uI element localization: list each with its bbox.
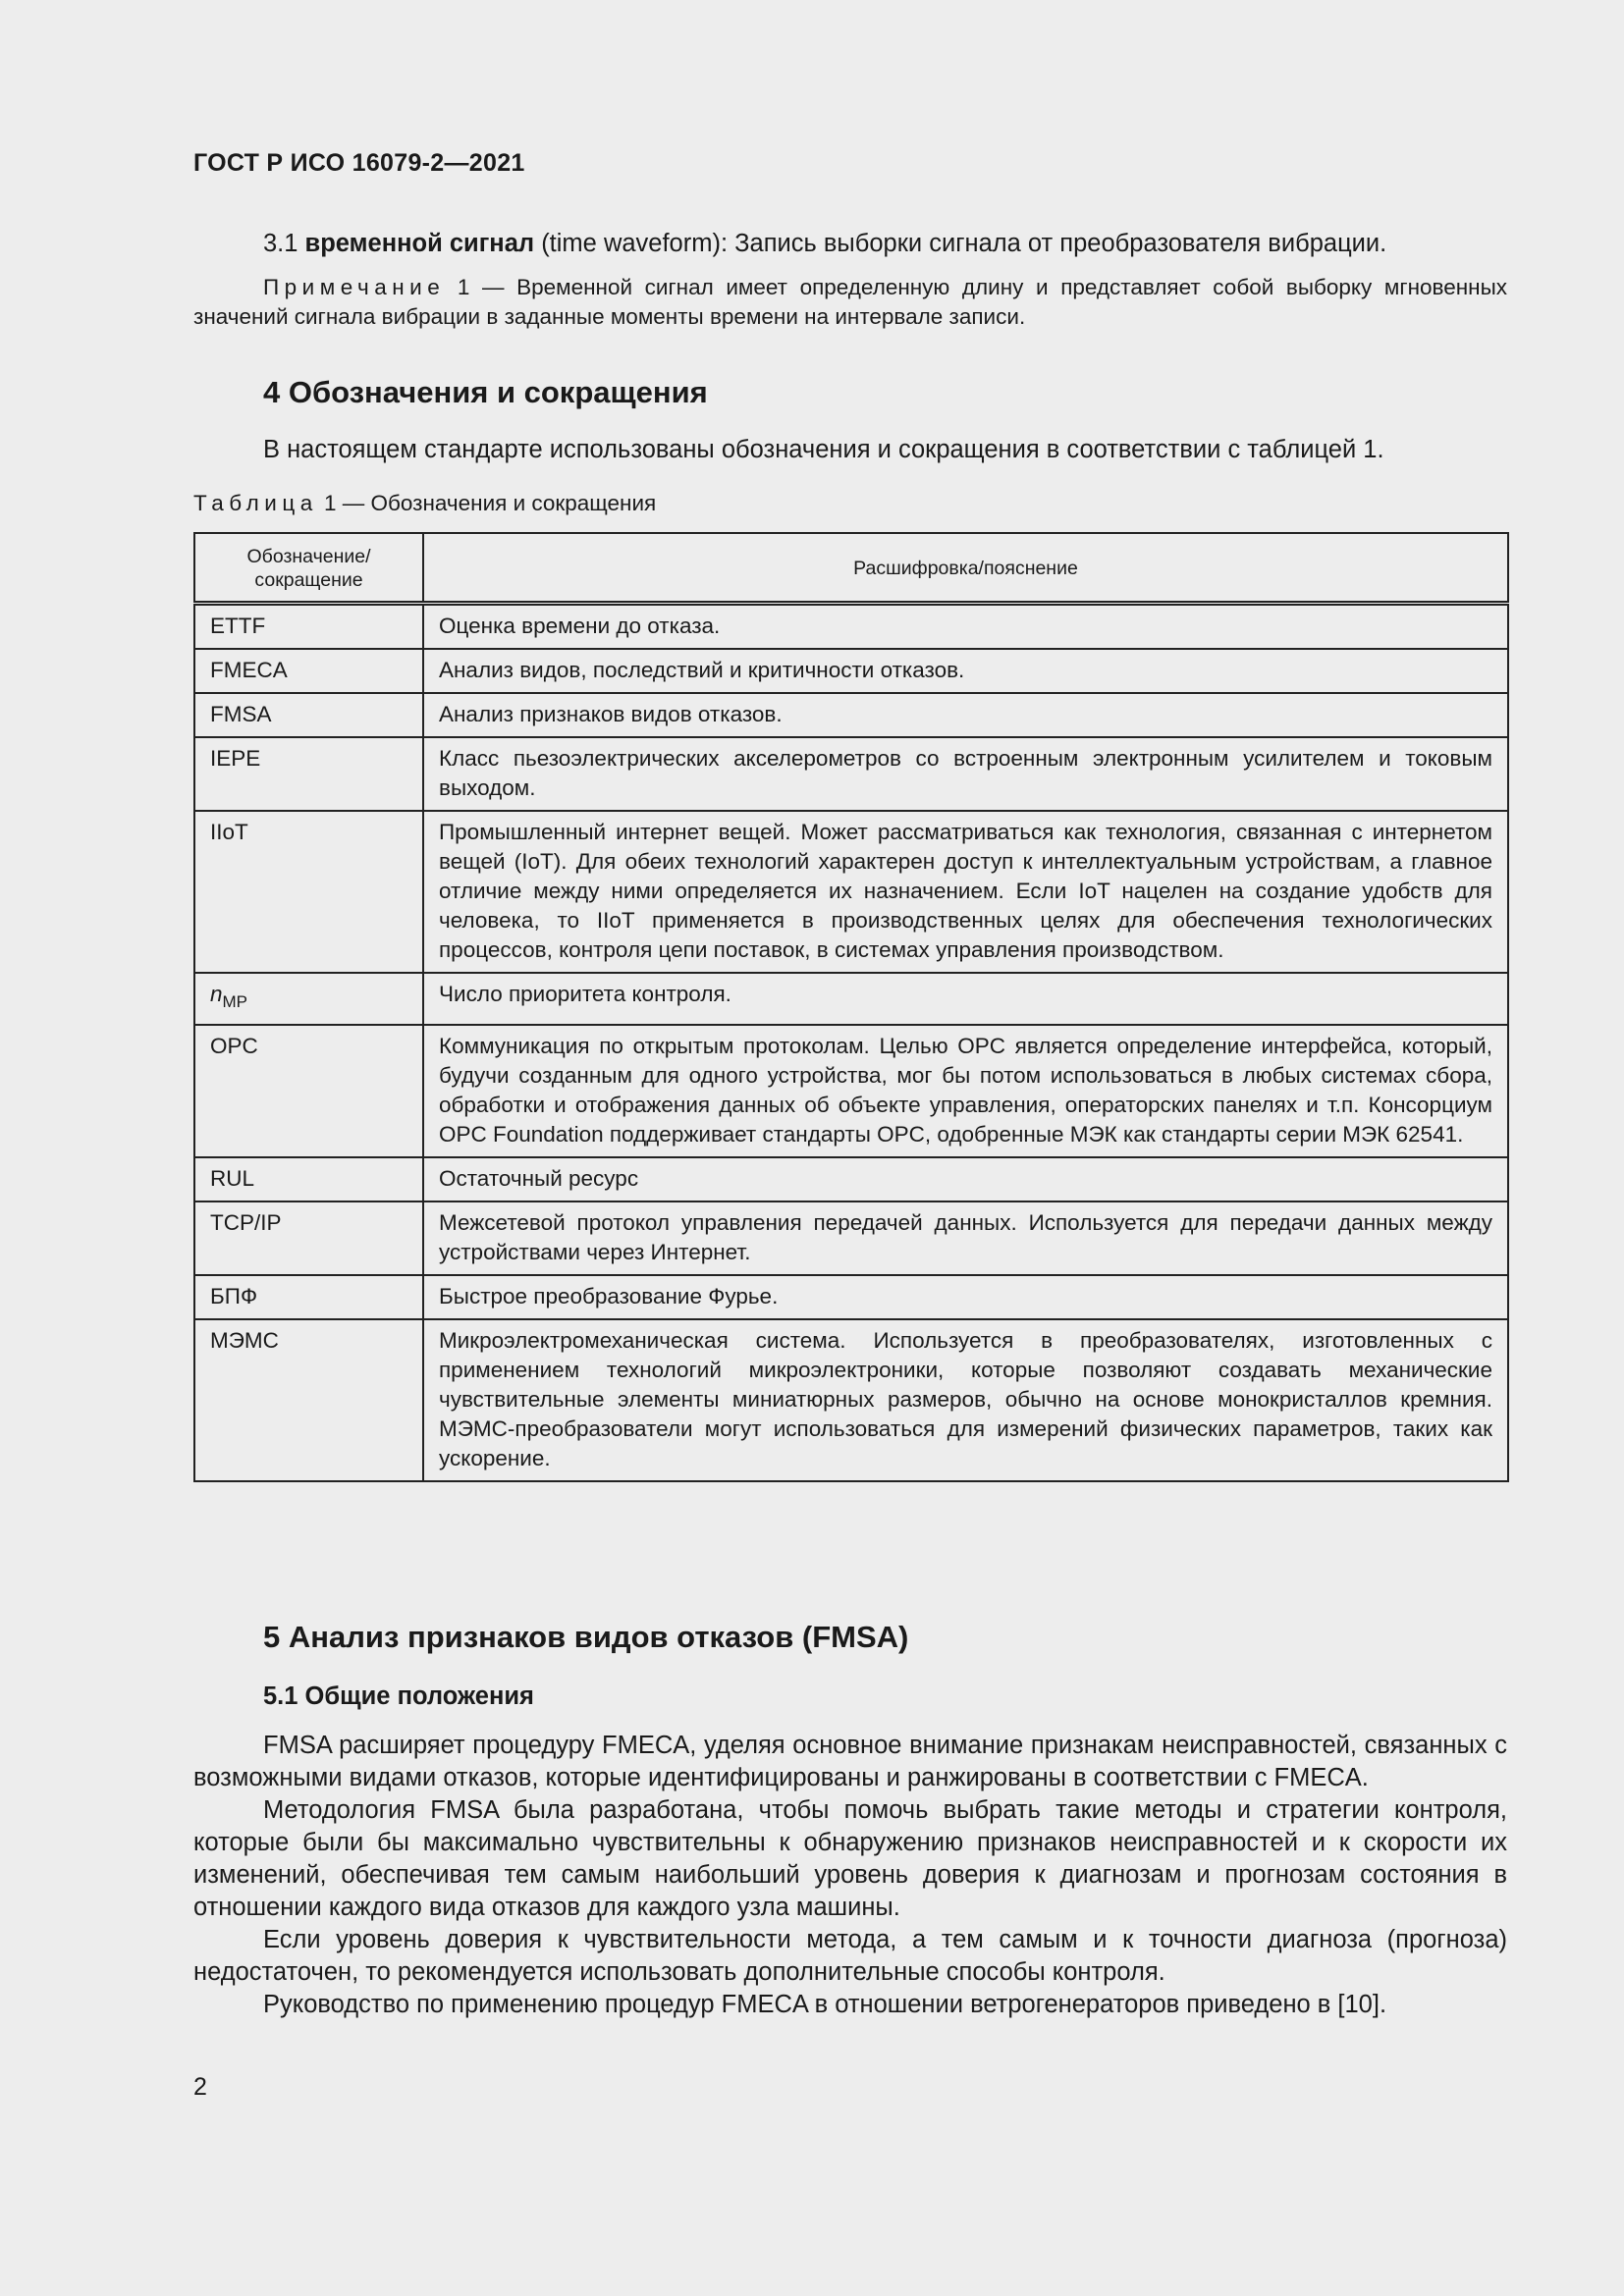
abbr-symbol: n	[210, 982, 223, 1006]
table-caption	[193, 491, 656, 516]
abbr-cell: TCP/IP	[194, 1201, 423, 1275]
abbr-cell: БПФ	[194, 1275, 423, 1319]
section-4-heading: 4 Обозначения и сокращения	[263, 375, 708, 409]
table-row	[194, 811, 1508, 973]
paragraph: FMSA расширяет процедуру FMECA, уделяя основное внимание признакам неисправностей, связанных с возможными видами отказов, которые идентифицированы и ранжированы в соответствии с FMECA.	[193, 1732, 1507, 1791]
table-row	[194, 1201, 1508, 1275]
table-row	[194, 649, 1508, 693]
abbr-cell: IEPE	[194, 737, 423, 811]
desc-cell: Коммуникация по открытым протоколам. Целью OPC является определение интерфейса, который, будучи созданным для одного устройства, мог бы потом использоваться в любых системах сбора, обработки и отображения данных об объекте управления, операторских панелях и т.п. Консорциум OPC Foundation поддерживает стандарты OPC, одобренные МЭК как стандарты серии МЭК 62541.	[423, 1025, 1508, 1157]
section-4-intro: В настоящем стандарте использованы обозначения и сокращения в соответствии с таблицей 1.	[263, 436, 1384, 463]
term-note	[193, 273, 1507, 332]
abbr-cell: FMSA	[194, 693, 423, 737]
abbr-cell: FMECA	[194, 649, 423, 693]
table-header-row	[194, 533, 1508, 604]
desc-cell: Число приоритета контроля.	[423, 973, 1508, 1025]
abbr-cell	[194, 973, 423, 1025]
section-5-heading: 5 Анализ признаков видов отказов (FMSA)	[263, 1620, 909, 1654]
abbr-cell: RUL	[194, 1157, 423, 1201]
document-id: ГОСТ Р ИСО 16079-2—2021	[193, 149, 525, 177]
section-5-1-text	[193, 1730, 1507, 2021]
col-header-abbr: Обозначение/ сокращение	[194, 533, 423, 604]
paragraph: Методология FMSA была разработана, чтобы помочь выбрать такие методы и стратегии контроля, которые были бы максимально чувствительны к обнаружению признаков неисправностей и к скорости их изменений, обеспечивая тем самым наибольший уровень доверия к диагнозам и прогнозам состояния в отношении каждого вида отказов для каждого узла машины.	[193, 1796, 1507, 1921]
abbr-subscript: MP	[222, 992, 248, 1011]
desc-cell: Остаточный ресурс	[423, 1157, 1508, 1201]
desc-cell: Промышленный интернет вещей. Может рассматриваться как технология, связанная с интернетом вещей (IoT). Для обеих технологий характерен доступ к интеллектуальным устройствам, а главное отличие между ними определяется их назначением. Если IoT нацелен на создание удобств для человека, то IIoT применяется в производственных целях для обеспечения технологических процессов, контроля цепи поставок, в системах управления производством.	[423, 811, 1508, 973]
desc-cell: Анализ видов, последствий и критичности отказов.	[423, 649, 1508, 693]
table-row	[194, 604, 1508, 650]
table-row	[194, 1025, 1508, 1157]
note-text: 1 — Временной сигнал имеет определенную длину и представляет собой выборку мгновенных значений сигнала вибрации в заданные моменты времени на интервале записи.	[193, 275, 1507, 329]
term-definition: (time waveform): Запись выборки сигнала от преобразователя вибрации.	[541, 230, 1387, 257]
table-row	[194, 737, 1508, 811]
desc-cell: Межсетевой протокол управления передачей данных. Используется для передачи данных между устройствами через Интернет.	[423, 1201, 1508, 1275]
abbr-cell: IIoT	[194, 811, 423, 973]
desc-cell: Быстрое преобразование Фурье.	[423, 1275, 1508, 1319]
section-5-1-heading: 5.1 Общие положения	[263, 1682, 534, 1710]
abbreviations-table	[193, 532, 1509, 1482]
table-caption-label: Таблица	[193, 491, 318, 515]
table-row	[194, 1275, 1508, 1319]
table-row	[194, 973, 1508, 1025]
desc-cell: Оценка времени до отказа.	[423, 604, 1508, 650]
term-name: временной сигнал	[304, 230, 535, 257]
paragraph: Руководство по применению процедур FMECA в отношении ветрогенераторов приведено в [10].	[263, 1991, 1387, 2018]
term-number: 3.1	[263, 230, 298, 257]
paragraph: Если уровень доверия к чувствительности метода, а тем самым и к точности диагноза (прогноза) недостаточен, то рекомендуется использовать дополнительные способы контроля.	[193, 1926, 1507, 1986]
desc-cell: Класс пьезоэлектрических акселерометров со встроенным электронным усилителем и токовым выходом.	[423, 737, 1508, 811]
desc-cell: Микроэлектромеханическая система. Используется в преобразователях, изготовленных с применением технологий микроэлектроники, которые позволяют создавать механические чувствительные элементы миниатюрных размеров, обычно на основе монокристаллов кремния. МЭМС-преобразователи могут использоваться для измерений физических параметров, таких как ускорение.	[423, 1319, 1508, 1481]
abbr-cell: ETTF	[194, 604, 423, 650]
table-row	[194, 1319, 1508, 1481]
term-3-1	[193, 228, 1507, 260]
page-number: 2	[193, 2073, 207, 2101]
table-row	[194, 1157, 1508, 1201]
abbr-cell: OPC	[194, 1025, 423, 1157]
note-label: Примечание	[263, 275, 446, 299]
table-row	[194, 693, 1508, 737]
col-header-desc: Расшифровка/пояснение	[423, 533, 1508, 604]
table-caption-title: 1 — Обозначения и сокращения	[317, 491, 657, 515]
desc-cell: Анализ признаков видов отказов.	[423, 693, 1508, 737]
abbr-cell: МЭМС	[194, 1319, 423, 1481]
